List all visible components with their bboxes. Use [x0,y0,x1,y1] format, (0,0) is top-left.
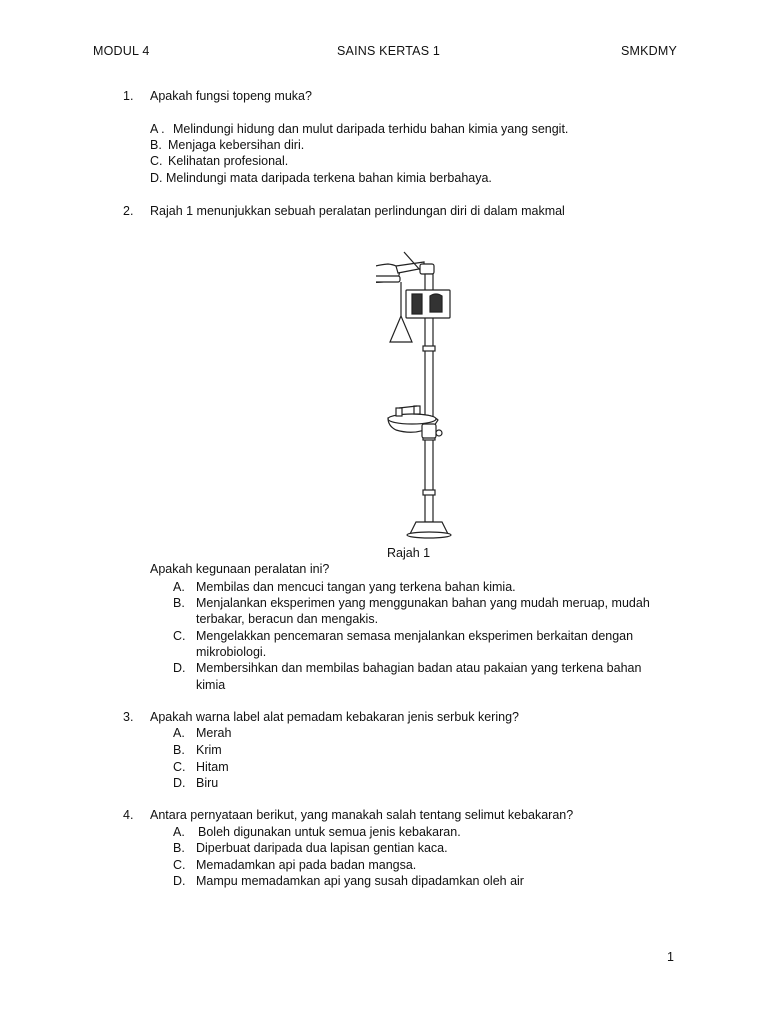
header-center: SAINS KERTAS 1 [337,44,441,58]
q1-option-c-text: Kelihatan profesional. [168,154,289,168]
q1-option-a-text: Melindungi hidung dan mulut daripada terhidu bahan kimia yang sengit. [173,122,569,136]
q1-option-d-text: Melindungi mata daripada terkena bahan kimia berbahaya. [166,171,492,185]
q2-option-b-line-1: Menjalankan eksperimen yang menggunakan bahan yang mudah meruap, mudah [196,596,650,610]
question-2-sub-question: Apakah kegunaan peralatan ini? [150,562,330,576]
q2-option-a-letter: A. [173,580,185,594]
q1-option-d-letter: D. [150,171,163,185]
figure-caption: Rajah 1 [387,546,431,560]
q2-option-c-line-1: Mengelakkan pencemaran semasa menjalankan eksperimen berkaitan dengan [196,629,634,643]
q3-option-c-letter: C. [173,760,186,774]
q1-option-c-letter: C. [150,154,163,168]
q1-option-b-text: Menjaga kebersihan diri. [168,138,305,152]
page-number: 1 [667,950,674,964]
q3-option-a-text: Merah [196,726,232,740]
q3-option-d-letter: D. [173,776,186,790]
question-4-text: Antara pernyataan berikut, yang manakah salah tentang selimut kebakaran? [150,808,574,822]
q3-option-c-text: Hitam [196,760,229,774]
question-1-number: 1. [123,89,134,103]
q2-option-d-letter: D. [173,661,186,675]
q4-option-d-text: Mampu memadamkan api yang susah dipadamkan oleh air [196,874,524,888]
q4-option-c-text: Memadamkan api pada badan mangsa. [196,858,417,872]
q2-option-b-line-2: terbakar, beracun dan mengakis. [196,612,379,626]
q2-option-d-line-2: kimia [196,678,226,692]
q3-option-b-text: Krim [196,743,222,757]
q4-option-b-text: Diperbuat daripada dua lapisan gentian kaca. [196,841,448,855]
q2-option-b-letter: B. [173,596,185,610]
q2-option-d-line-1: Membersihkan dan membilas bahagian badan atau pakaian yang terkena bahan [196,661,642,675]
emergency-shower-eyewash-figure [376,240,476,545]
question-3-text: Apakah warna label alat pemadam kebakaran jenis serbuk kering? [150,710,519,724]
question-4-number: 4. [123,808,134,822]
question-2-number: 2. [123,204,134,218]
q3-option-b-letter: B. [173,743,185,757]
header-right: SMKDMY [621,44,678,58]
header-left: MODUL 4 [93,44,150,58]
question-3-number: 3. [123,710,134,724]
q2-option-c-letter: C. [173,629,186,643]
q4-option-d-letter: D. [173,874,186,888]
q4-option-a-letter: A. [173,825,185,839]
q1-option-a-letter: A . [150,122,165,136]
q4-option-c-letter: C. [173,858,186,872]
q4-option-b-letter: B. [173,841,185,855]
question-1-text: Apakah fungsi topeng muka? [150,89,312,103]
q4-option-a-text: Boleh digunakan untuk semua jenis kebakaran. [198,825,461,839]
q3-option-a-letter: A. [173,726,185,740]
q2-option-c-line-2: mikrobiologi. [196,645,267,659]
question-2-text: Rajah 1 menunjukkan sebuah peralatan perlindungan diri di dalam makmal [150,204,565,218]
q3-option-d-text: Biru [196,776,219,790]
q2-option-a-text: Membilas dan mencuci tangan yang terkena bahan kimia. [196,580,516,594]
q1-option-b-letter: B. [150,138,162,152]
